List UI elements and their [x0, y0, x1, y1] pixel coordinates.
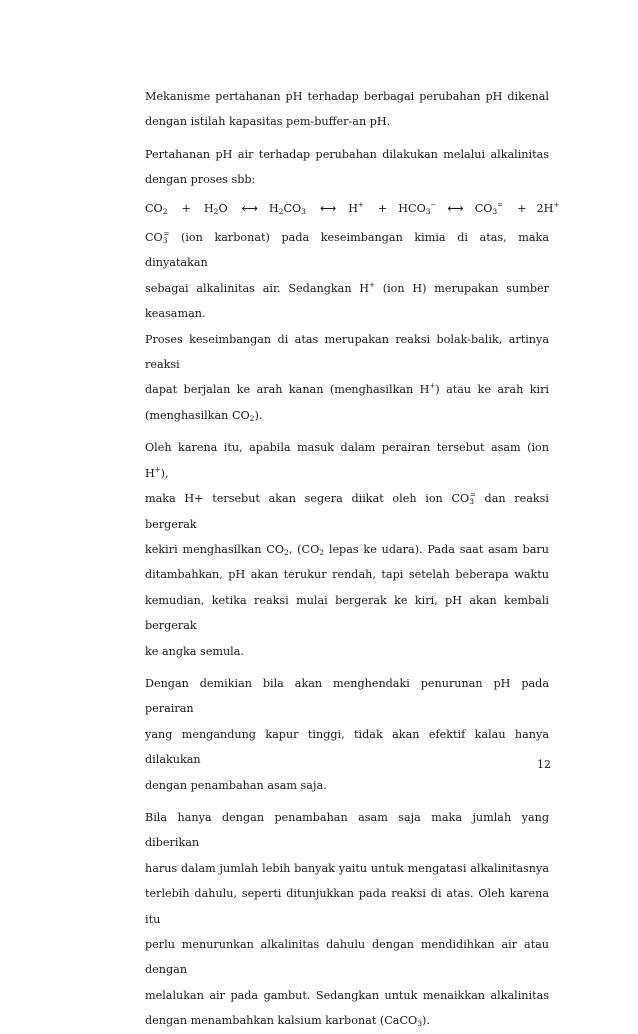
subscript: 3: [469, 497, 474, 507]
text-span: (menghasilkan CO: [145, 408, 250, 422]
text-span: ke angka semula.: [145, 644, 244, 658]
text-span: dengan menambahkan kalsium karbonat (CaCO: [145, 1014, 418, 1028]
text-line: [145, 486, 549, 537]
text-span: kekiri menghasilkan CO: [145, 542, 285, 556]
text-span: harus dalam jumlah lebih banyak yaitu untuk mengatasi alkalinitasnya: [145, 861, 549, 875]
formula-text: CO: [145, 231, 163, 245]
subscript: 3: [162, 236, 168, 246]
paragraph-lowering-ph: [145, 671, 549, 798]
text-span: ) atau ke arah kiri: [435, 383, 549, 397]
superscript: −: [430, 200, 437, 209]
text-span: Mekanisme pertahanan pH terhadap berbagai perubahan pH dikenal: [145, 90, 549, 103]
formula-text: CO: [283, 201, 302, 215]
text-span: dengan proses sbb:: [145, 173, 256, 187]
text-span: Proses keseimbangan di atas merupakan reaksi bolak-balik, artinya reaksi: [145, 332, 549, 372]
formula-h2co3: [269, 196, 306, 221]
text-line: [145, 562, 549, 587]
subscript: 2: [319, 547, 325, 557]
text-line: [145, 856, 549, 881]
superscript: +: [553, 200, 560, 209]
subscript: 2: [213, 206, 219, 216]
double-arrow-icon: ←→: [319, 200, 334, 215]
formula-text: CO: [145, 201, 163, 215]
paragraph-buffer-capacity: [145, 84, 549, 135]
text-span: dapat berjalan ke arah kanan (menghasilkan H: [145, 383, 430, 397]
double-arrow-icon: ←→: [447, 200, 461, 215]
text-span: , (CO: [288, 542, 320, 556]
text-span: Pertahanan pH air terhadap perubahan dilakukan melalui alkalinitas: [145, 147, 549, 161]
text-span: (ion karbonat) pada keseimbangan kimia di atas, maka dinyatakan: [145, 231, 549, 270]
text-span: dengan penambahan asam saja.: [145, 778, 327, 792]
formula-text: O: [218, 201, 228, 215]
text-span: ditambahkan, pH akan terukur rendah, tapi setelah beberapa waktu: [145, 568, 549, 582]
subscript: 3: [425, 206, 431, 216]
document-body: [145, 84, 560, 1034]
subscript: 2: [249, 413, 255, 423]
text-line: [145, 983, 549, 1008]
paragraph-acid-amount: [145, 805, 549, 1034]
text-line: [145, 722, 549, 773]
text-line: [145, 435, 549, 486]
subscript: 3: [301, 206, 306, 216]
text-line: [145, 167, 549, 192]
text-span: yang mengandung kapur tinggi, tidak akan efektif kalau hanya dilakukan: [145, 727, 549, 767]
subscript: 2: [284, 547, 289, 557]
text-span: ),: [160, 466, 169, 480]
text-line: [145, 671, 549, 722]
text-span: maka H+ tersebut akan segera diikat oleh ion CO: [145, 492, 470, 506]
text-line: [145, 276, 549, 327]
text-span: ).: [422, 1014, 430, 1028]
paragraph-carbonate-ion: [145, 225, 549, 428]
plus-sign: +: [377, 201, 388, 215]
subscript: 3: [492, 206, 498, 216]
superscript: =: [497, 200, 504, 209]
paragraph-acid-addition: [145, 435, 549, 664]
paragraph-alkalinity-process: [145, 142, 549, 193]
text-line: [145, 932, 549, 983]
text-span: Dengan demikian bila akan menghendaki penurunan pH pada perairan: [145, 676, 549, 716]
page-number: 12: [537, 758, 551, 771]
formula-hco3: [398, 196, 436, 221]
text-span: perlu menurunkan alkalinitas dahulu dengan mendidihkan air atau dengan: [145, 938, 549, 977]
formula-text: H: [203, 201, 214, 215]
formula-co3: [475, 196, 503, 221]
text-line: [145, 773, 549, 798]
text-line: [145, 327, 549, 378]
text-line: [145, 537, 549, 562]
text-span: dengan istilah kapasitas pem-buffer-an pH.: [145, 115, 391, 129]
text-span: dan reaksi bergerak: [145, 492, 549, 531]
text-line: [145, 1008, 549, 1033]
text-line: [145, 377, 549, 402]
formula-text: H: [348, 201, 358, 215]
plus-sign: +: [517, 201, 527, 215]
superscript: +: [154, 465, 161, 474]
plus-sign: +: [181, 201, 191, 215]
subscript: 3: [417, 1019, 422, 1029]
text-line: [145, 881, 549, 932]
formula-h2o: [204, 196, 228, 221]
superscript: =: [163, 230, 170, 239]
text-span: ).: [254, 408, 263, 422]
chemical-equation: [145, 196, 560, 221]
text-line: [145, 639, 549, 664]
formula-co2: [145, 196, 168, 221]
double-arrow-icon: ←→: [241, 200, 255, 215]
text-line: [145, 403, 549, 428]
superscript: +: [358, 200, 364, 209]
text-line: [145, 142, 549, 167]
subscript: 2: [162, 206, 168, 216]
text-line: [145, 84, 549, 109]
formula-2h-plus: [536, 196, 559, 221]
text-span: lepas ke udara). Pada saat asam baru: [324, 542, 549, 556]
text-line: [145, 109, 549, 134]
superscript: +: [429, 382, 436, 391]
text-span: Oleh karena itu, apabila masuk dalam perairan tersebut asam (ion H: [145, 441, 549, 480]
text-span: kemudian, ketika reaksi mulai bergerak ke kiri, pH akan kembali bergerak: [145, 593, 549, 633]
superscript: =: [469, 491, 476, 500]
formula-text: HCO: [398, 201, 426, 215]
text-span: sebagai alkalinitas air. Sedangkan H: [145, 281, 370, 295]
formula-h-plus: [348, 196, 364, 221]
text-span: terlebih dahulu, seperti ditunjukkan pada reaksi di atas. Oleh karena itu: [145, 887, 549, 926]
text-span: Bila hanya dengan penambahan asam saja maka jumlah yang diberikan: [145, 810, 549, 850]
superscript: +: [369, 280, 375, 289]
text-span: melalukan air pada gambut. Sedangkan untuk menaikkan alkalinitas: [145, 988, 549, 1002]
subscript: 2: [278, 206, 284, 216]
text-line: [145, 225, 549, 276]
formula-text: H: [268, 201, 279, 215]
text-line: [145, 805, 549, 856]
text-span: (ion H) merupakan sumber keasaman.: [145, 281, 549, 321]
formula-text: 2H: [536, 201, 554, 215]
text-line: [145, 588, 549, 639]
formula-text: CO: [474, 201, 493, 215]
